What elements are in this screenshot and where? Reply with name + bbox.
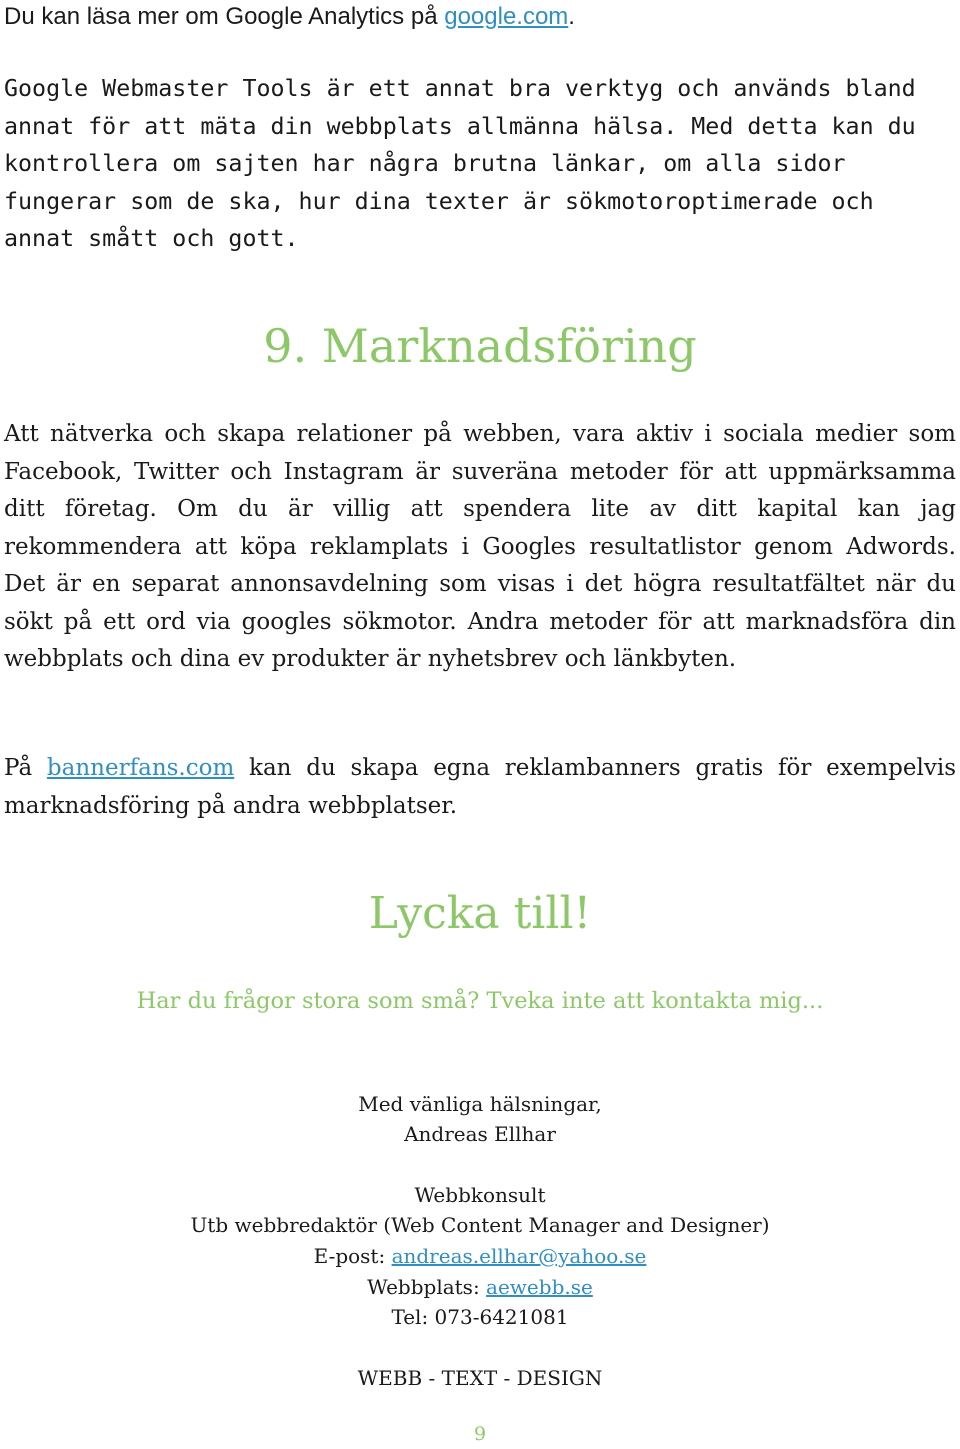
google-link[interactable]: google.com	[444, 3, 569, 30]
bannerfans-paragraph: På bannerfans.com kan du skapa egna reklambanners gratis för exempelvis marknadsföring på andra webbplatser.	[4, 755, 956, 819]
marketing-paragraph: Att nätverka och skapa relationer på webben, vara aktiv i sociala medier som Facebook, Twitter och Instagram är suveräna metoder för att uppmärksamma ditt företag. Om du är villig att spendera lite av ditt kapital kan jag rekommendera att köpa reklamplats i Googles resultatlistor genom Adwords. Det är en separat annonsavdelning som visas i det högra resultatfältet när du sökt på ett ord via googles sökmotor. Andra metoder för att marknadsföra din webbplats och dina ev produkter är nyhetsbrev och länkbyten.	[4, 421, 956, 672]
page-number: 9	[473, 1423, 487, 1445]
email-link[interactable]: andreas.ellhar@yahoo.se	[391, 1244, 647, 1268]
website-link[interactable]: aewebb.se	[486, 1275, 593, 1299]
signature-phone: Tel: 073-6421081	[391, 1305, 569, 1329]
analytics-line: Du kan läsa mer om Google Analytics på google.com.	[4, 3, 575, 30]
signature-website-line: Webbplats: aewebb.se	[367, 1275, 593, 1299]
signature-tagline: WEBB - TEXT - DESIGN	[357, 1366, 603, 1390]
signature-email-line: E-post: andreas.ellhar@yahoo.se	[313, 1244, 647, 1268]
webmaster-paragraph: Google Webmaster Tools är ett annat bra verktyg och används bland annat för att mäta din webbplats allmänna hälsa. Med detta kan du kontrollera om sajten har några brutna länkar, om alla sidor fungerar som de ska, hur dina texter är sökmotoroptimerade och annat smått och gott.	[4, 75, 916, 252]
closing-title: Lycka till!	[368, 888, 592, 939]
closing-subtitle: Har du frågor stora som små? Tveka inte att kontakta mig...	[136, 988, 824, 1014]
signature-name: Andreas Ellhar	[404, 1122, 556, 1146]
signature-role: Webbkonsult	[414, 1183, 546, 1207]
section-heading: 9. Marknadsföring	[263, 319, 697, 373]
signature-education: Utb webbredaktör (Web Content Manager and Designer)	[190, 1213, 770, 1237]
bannerfans-link[interactable]: bannerfans.com	[46, 755, 235, 781]
signature-greeting: Med vänliga hälsningar,	[358, 1092, 602, 1116]
